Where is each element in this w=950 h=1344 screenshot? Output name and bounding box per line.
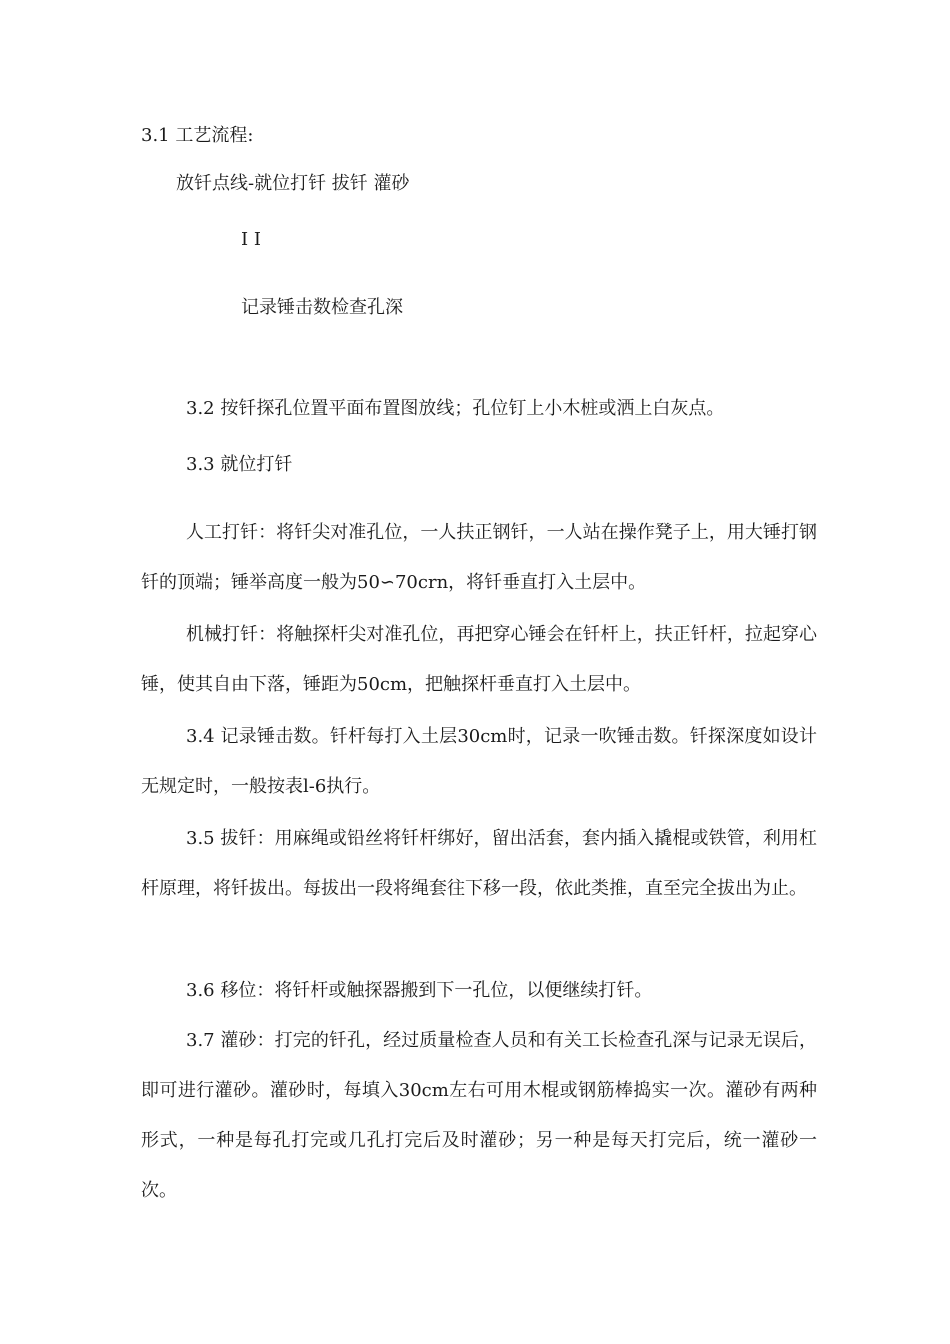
paragraph-3-2: 3.2 按钎探孔位置平面布置图放线；孔位钉上小木桩或洒上白灰点。 [186,398,725,419]
process-flow-sub: 记录锤击数检查孔深 [241,297,403,318]
paragraph-3-7: 3.7 灌砂：打完的钎孔，经过质量检查人员和有关工长检查孔深与记录无误后，即可进行灌砂。灌砂时，每填入30cm左右可用木棍或钢筋棒捣实一次。灌砂有两种形式，一种是每孔打完或几孔打完后及时灌砂；另一种是每天打完后，统一灌砂一次。 [141,1030,817,1201]
paragraph-3-5: 3.5 拔钎：用麻绳或铅丝将钎杆绑好，留出活套，套内插入撬棍或铁管，利用杠杆原理，将钎拔出。每拔出一段将绳套往下移一段，依此类推，直至完全拔出为止。 [141,828,817,899]
section-heading-3-3: 3.3 就位打钎 [186,454,293,475]
paragraph-3-6: 3.6 移位：将钎杆或触探器搬到下一孔位，以便继续打钎。 [186,980,653,1001]
paragraph-3-4: 3.4 记录锤击数。钎杆每打入土层30cm时，记录一吹锤击数。钎探深度如设计无规定时，一般按表l-6执行。 [141,726,817,797]
process-flow-main: 放钎点线-就位打钎 拔钎 灌砂 [176,173,410,194]
paragraph-machine-drilling: 机械打钎：将触探杆尖对准孔位，再把穿心锤会在钎杆上，扶正钎杆，拉起穿心锤，使其自由下落，锤距为50cm，把触探杆垂直打入土层中。 [141,624,817,695]
section-heading-3-1: 3.1 工艺流程: [141,125,254,146]
process-flow-connectors: I I [241,229,261,250]
paragraph-manual-drilling: 人工打钎：将钎尖对准孔位，一人扶正钢钎，一人站在操作凳子上，用大锤打钢钎的顶端；锤举高度一般为50∽70crn，将钎垂直打入土层中。 [141,522,817,593]
